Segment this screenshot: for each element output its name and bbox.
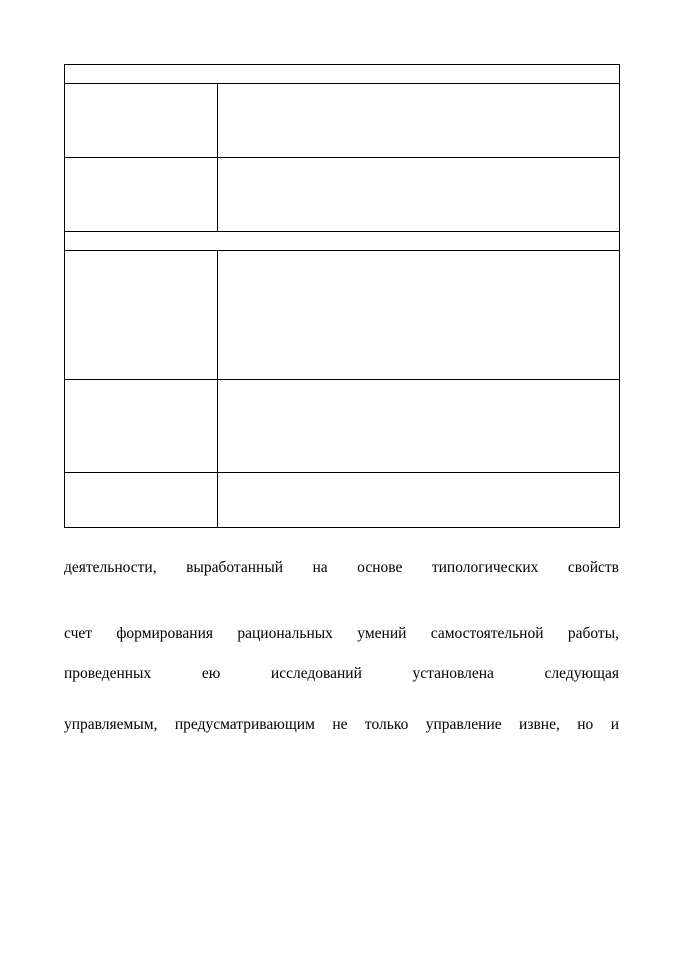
table-cell-left [65, 251, 218, 380]
data-table [64, 64, 620, 528]
table-section-row [65, 65, 620, 84]
text-line: деятельности, выработанный на основе типологических свойств [64, 559, 619, 576]
table-section-cell [65, 65, 620, 84]
table-cell-right [218, 84, 620, 158]
table-cell-left [65, 158, 218, 232]
table-cell-left [65, 473, 218, 528]
text-line: проведенных ею исследований установлена следующая [64, 665, 619, 682]
table-cell-left [65, 380, 218, 473]
table-row [65, 473, 620, 528]
table-row [65, 380, 620, 473]
table-cell-right [218, 158, 620, 232]
table-cell-right [218, 251, 620, 380]
table-section-cell [65, 232, 620, 251]
table-row [65, 84, 620, 158]
table-cell-right [218, 380, 620, 473]
text-line: управляемым, предусматривающим не только управление извне, но и [64, 716, 619, 733]
table-cell-right [218, 473, 620, 528]
table-row [65, 158, 620, 232]
table-section-row [65, 232, 620, 251]
table-row [65, 251, 620, 380]
table-cell-left [65, 84, 218, 158]
text-line: счет формирования рациональных умений самостоятельной работы, [64, 625, 619, 642]
